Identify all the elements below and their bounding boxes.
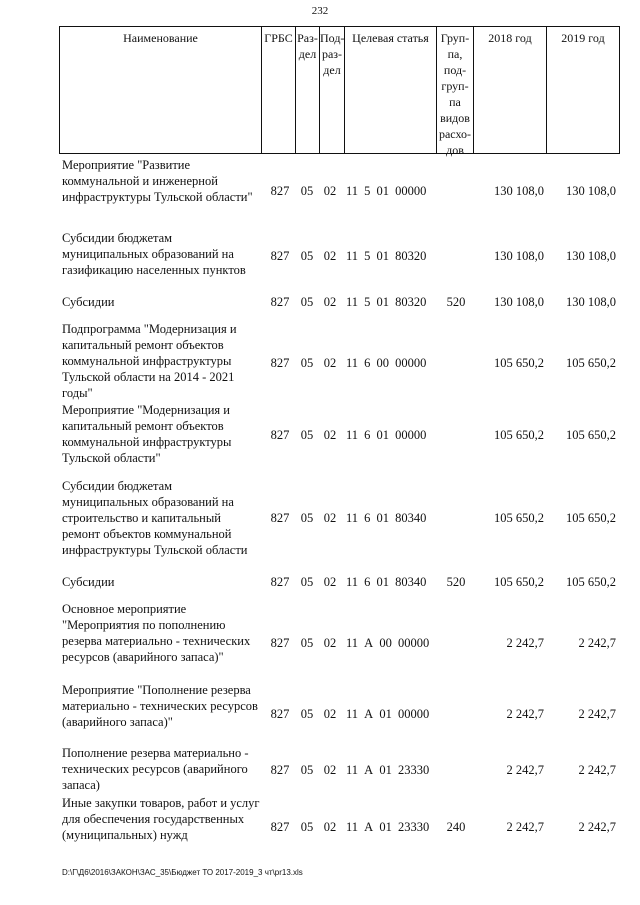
row-grbs: 827 bbox=[270, 707, 290, 721]
header-year-2018 bbox=[474, 27, 547, 153]
row-podrazdel: 02 bbox=[323, 707, 337, 721]
file-path-footer: D:\Г\Д6\2016\ЗАКОН\ЗАС_35\Бюджет ТО 2017-2019_3 чт\рr13.xls bbox=[62, 868, 303, 877]
row-grbs: 827 bbox=[270, 428, 290, 442]
header-name-label: Наименование bbox=[123, 31, 198, 45]
row-2019: 2 242,7 bbox=[578, 763, 616, 777]
header-year-2019 bbox=[547, 27, 619, 153]
row-name: Пополнение резерва материально - технических ресурсов (аварийного запаса) bbox=[62, 746, 249, 792]
row-name: Субсидии bbox=[62, 295, 115, 309]
table-row bbox=[0, 682, 640, 746]
table-row bbox=[0, 795, 640, 861]
row-razdel: 05 bbox=[300, 249, 314, 263]
row-podrazdel: 02 bbox=[323, 763, 337, 777]
header-vidy-line: Груп- bbox=[440, 31, 470, 45]
row-podrazdel: 02 bbox=[323, 184, 337, 198]
row-grbs: 827 bbox=[270, 763, 290, 777]
row-razdel: 05 bbox=[300, 820, 314, 834]
header-razdel-line: дел bbox=[298, 47, 317, 61]
table-row bbox=[0, 478, 640, 563]
header-year-2019-label: 2019 год bbox=[561, 31, 605, 45]
row-name: Основное мероприятие "Мероприятия по пополнению резерва материально - технических ресурсов (аварийного запаса)" bbox=[62, 602, 251, 664]
row-vidy: 520 bbox=[446, 295, 466, 309]
header-vidy-line: груп- bbox=[441, 79, 469, 93]
header-vidy-line: под- bbox=[443, 63, 467, 77]
row-vidy: 520 bbox=[446, 575, 466, 589]
row-grbs: 827 bbox=[270, 575, 290, 589]
row-name: Субсидии бюджетам муниципальных образований на строительство и капитальный ремонт объектов коммунальной инфраструктуры Тульской области bbox=[62, 479, 248, 557]
row-razdel: 05 bbox=[300, 636, 314, 650]
header-vidy-line: видов bbox=[440, 111, 470, 125]
row-podrazdel: 02 bbox=[323, 356, 337, 370]
row-2019: 2 242,7 bbox=[578, 636, 616, 650]
row-name: Мероприятие "Развитие коммунальной и инженерной инфраструктуры Тульской области" bbox=[62, 158, 253, 204]
table-row bbox=[0, 745, 640, 795]
row-grbs: 827 bbox=[270, 511, 290, 525]
table-row bbox=[0, 402, 640, 470]
row-celevaya: 11 А 00 00000 bbox=[346, 636, 430, 650]
page-number: 232 bbox=[311, 5, 329, 17]
row-podrazdel: 02 bbox=[323, 511, 337, 525]
row-2019: 105 650,2 bbox=[566, 356, 616, 370]
row-vidy: 240 bbox=[446, 820, 466, 834]
table-row bbox=[0, 574, 640, 596]
row-name: Подпрограмма "Модернизация и капитальный ремонт объектов коммунальной инфраструктуры Тульской области на 2014 - 2021 годы" bbox=[62, 322, 237, 400]
row-name: Мероприятие "Пополнение резерва материально - технических ресурсов (аварийного запаса)" bbox=[62, 683, 258, 729]
row-podrazdel: 02 bbox=[323, 295, 337, 309]
header-podrazdel-line: дел bbox=[323, 63, 341, 77]
row-2019: 130 108,0 bbox=[566, 249, 616, 263]
header-podrazdel-line: Под- bbox=[320, 31, 345, 45]
row-name: Субсидии бюджетам муниципальных образований на газификацию населенных пунктов bbox=[62, 231, 246, 277]
table-row bbox=[0, 157, 640, 229]
row-2018: 2 242,7 bbox=[506, 763, 544, 777]
row-celevaya: 11 6 01 80340 bbox=[346, 575, 427, 589]
row-celevaya: 11 5 01 80320 bbox=[346, 249, 427, 263]
header-celevaya bbox=[345, 27, 437, 153]
row-2018: 105 650,2 bbox=[494, 511, 544, 525]
row-podrazdel: 02 bbox=[323, 575, 337, 589]
table-row bbox=[0, 321, 640, 401]
row-celevaya: 11 А 01 23330 bbox=[346, 820, 430, 834]
header-vidy-line: па bbox=[449, 95, 461, 109]
row-podrazdel: 02 bbox=[323, 636, 337, 650]
row-podrazdel: 02 bbox=[323, 249, 337, 263]
header-name bbox=[60, 27, 262, 153]
row-2019: 130 108,0 bbox=[566, 295, 616, 309]
header-vidy bbox=[437, 27, 474, 157]
row-2018: 130 108,0 bbox=[494, 249, 544, 263]
header-vidy-line: па, bbox=[447, 47, 463, 61]
row-razdel: 05 bbox=[300, 184, 314, 198]
row-razdel: 05 bbox=[300, 707, 314, 721]
row-grbs: 827 bbox=[270, 184, 290, 198]
row-2019: 2 242,7 bbox=[578, 707, 616, 721]
row-podrazdel: 02 bbox=[323, 820, 337, 834]
row-name: Субсидии bbox=[62, 575, 115, 589]
row-grbs: 827 bbox=[270, 356, 290, 370]
row-razdel: 05 bbox=[300, 763, 314, 777]
row-2018: 105 650,2 bbox=[494, 575, 544, 589]
header-podrazdel-line: раз- bbox=[321, 47, 343, 61]
row-2018: 2 242,7 bbox=[506, 636, 544, 650]
row-celevaya: 11 6 01 80340 bbox=[346, 511, 427, 525]
row-grbs: 827 bbox=[270, 820, 290, 834]
header-year-2018-label: 2018 год bbox=[488, 31, 532, 45]
row-name: Иные закупки товаров, работ и услуг для обеспечения государственных (муниципальных) нужд bbox=[62, 796, 260, 842]
row-razdel: 05 bbox=[300, 428, 314, 442]
header-grbs-label: ГРБС bbox=[264, 31, 293, 45]
table-row bbox=[0, 294, 640, 316]
row-celevaya: 11 6 00 00000 bbox=[346, 356, 427, 370]
row-name: Мероприятие "Модернизация и капитальный ремонт объектов коммунальной инфраструктуры Тульской области" bbox=[62, 403, 232, 465]
row-celevaya: 11 А 01 00000 bbox=[346, 707, 430, 721]
row-celevaya: 11 6 01 00000 bbox=[346, 428, 427, 442]
row-2019: 130 108,0 bbox=[566, 184, 616, 198]
row-2019: 2 242,7 bbox=[578, 820, 616, 834]
header-vidy-line: расхо- bbox=[438, 127, 472, 141]
row-razdel: 05 bbox=[300, 575, 314, 589]
row-2018: 130 108,0 bbox=[494, 295, 544, 309]
table-row bbox=[0, 230, 640, 290]
row-2018: 105 650,2 bbox=[494, 356, 544, 370]
row-2019: 105 650,2 bbox=[566, 575, 616, 589]
row-2019: 105 650,2 bbox=[566, 511, 616, 525]
row-2019: 105 650,2 bbox=[566, 428, 616, 442]
row-grbs: 827 bbox=[270, 295, 290, 309]
row-podrazdel: 02 bbox=[323, 428, 337, 442]
header-grbs bbox=[262, 27, 296, 153]
header-vidy-line: дов bbox=[446, 143, 464, 157]
row-grbs: 827 bbox=[270, 249, 290, 263]
row-razdel: 05 bbox=[300, 356, 314, 370]
header-razdel bbox=[296, 27, 320, 153]
header-podrazdel bbox=[320, 27, 345, 153]
row-razdel: 05 bbox=[300, 511, 314, 525]
header-celevaya-label: Целевая статья bbox=[352, 31, 429, 45]
row-2018: 130 108,0 bbox=[494, 184, 544, 198]
header-razdel-line: Раз- bbox=[297, 31, 318, 45]
table-row bbox=[0, 601, 640, 681]
row-2018: 2 242,7 bbox=[506, 707, 544, 721]
row-2018: 105 650,2 bbox=[494, 428, 544, 442]
table-header bbox=[59, 26, 620, 157]
row-2018: 2 242,7 bbox=[506, 820, 544, 834]
row-grbs: 827 bbox=[270, 636, 290, 650]
row-razdel: 05 bbox=[300, 295, 314, 309]
row-celevaya: 11 5 01 80320 bbox=[346, 295, 427, 309]
row-celevaya: 11 5 01 00000 bbox=[346, 184, 427, 198]
row-celevaya: 11 А 01 23330 bbox=[346, 763, 430, 777]
